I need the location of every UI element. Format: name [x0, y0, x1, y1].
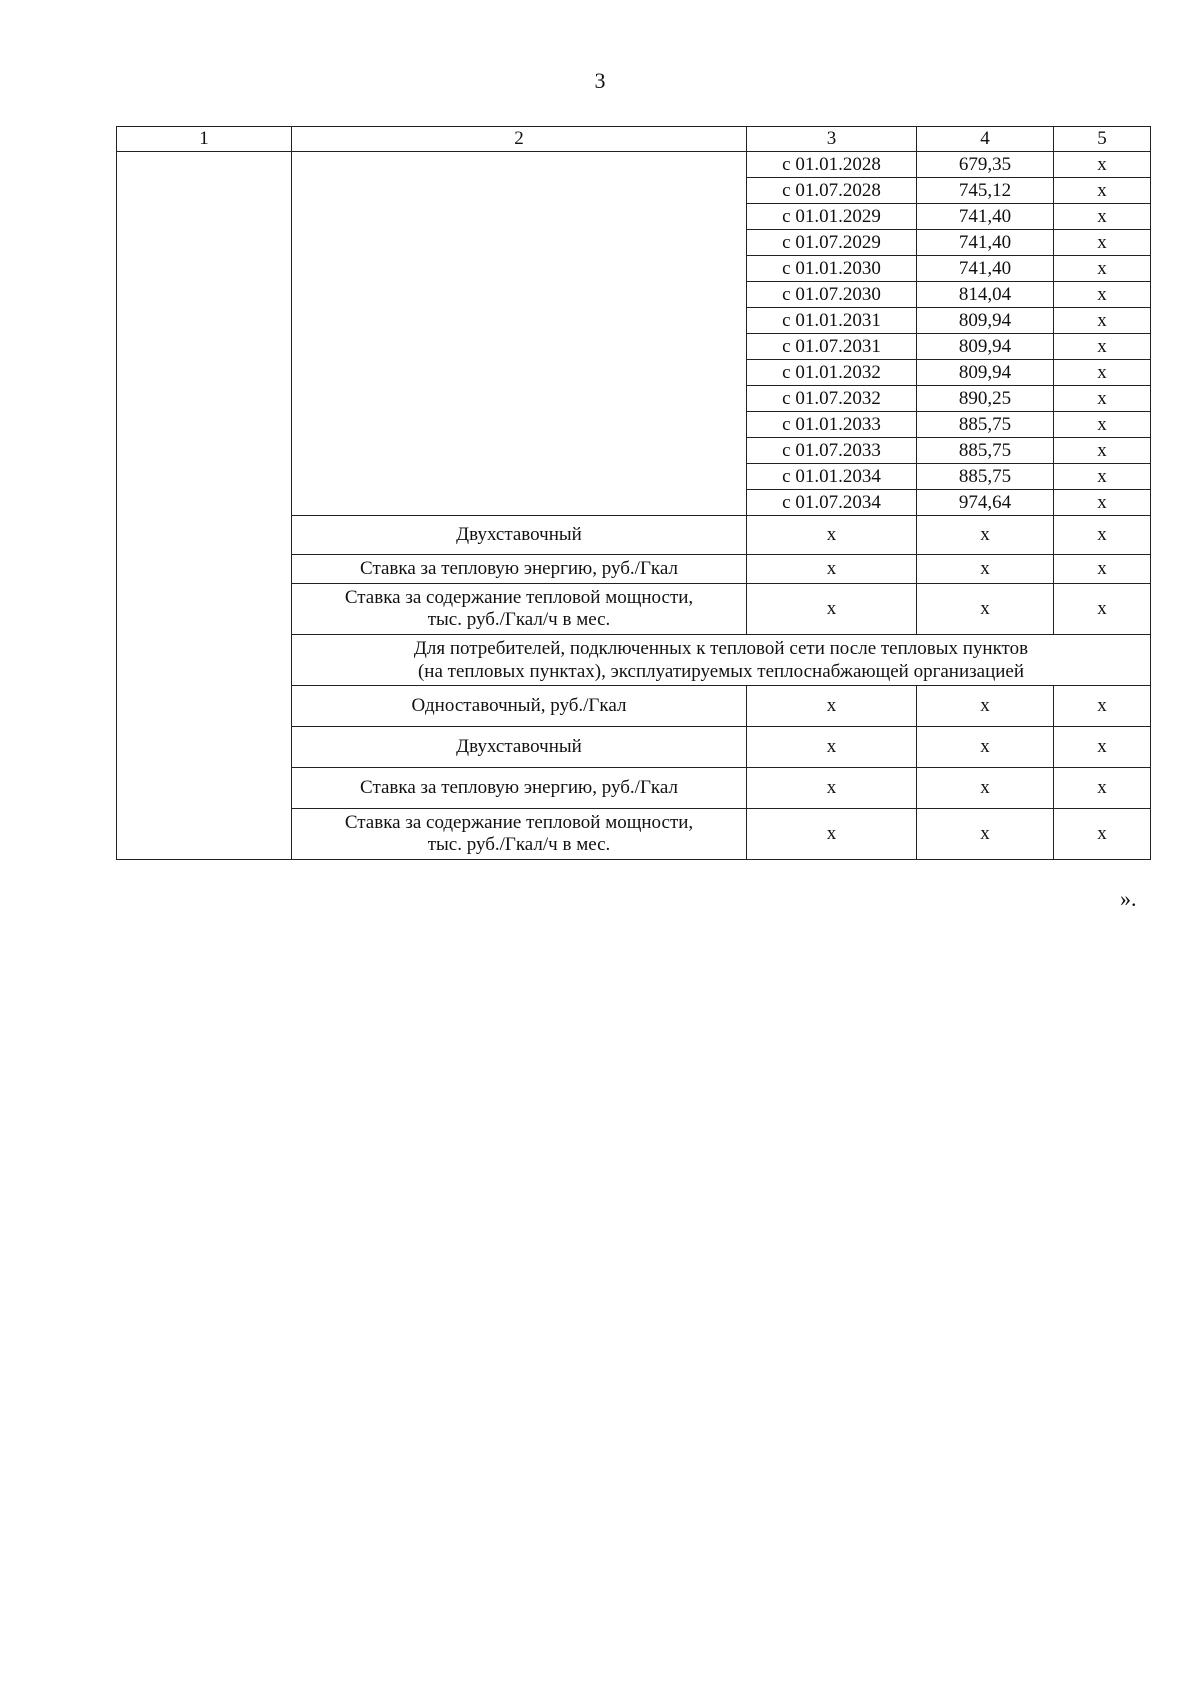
- col5-cell: x: [1054, 768, 1151, 809]
- col3-cell: x: [747, 584, 917, 635]
- col5-cell: x: [1054, 360, 1151, 386]
- value-cell: 814,04: [917, 282, 1054, 308]
- col3-cell: x: [747, 809, 917, 860]
- value-cell: 809,94: [917, 308, 1054, 334]
- column-1-merged-cell: [117, 152, 292, 860]
- header-cell-4: 4: [917, 127, 1054, 152]
- tariff-label: Двухставочный: [292, 516, 747, 555]
- col3-cell: x: [747, 686, 917, 727]
- col5-cell: x: [1054, 178, 1151, 204]
- value-cell: 741,40: [917, 256, 1054, 282]
- period-cell: с 01.07.2029: [747, 230, 917, 256]
- value-cell: 745,12: [917, 178, 1054, 204]
- col5-cell: x: [1054, 412, 1151, 438]
- closing-quote-mark: ».: [1120, 886, 1137, 911]
- value-cell: 679,35: [917, 152, 1054, 178]
- col4-cell: x: [917, 727, 1054, 768]
- col4-cell: x: [917, 516, 1054, 555]
- tariff-label: Ставка за тепловую энергию, руб./Гкал: [292, 768, 747, 809]
- col3-cell: x: [747, 555, 917, 584]
- tariff-label: Одноставочный, руб./Гкал: [292, 686, 747, 727]
- col4-cell: x: [917, 768, 1054, 809]
- col5-cell: x: [1054, 152, 1151, 178]
- col5-cell: x: [1054, 204, 1151, 230]
- col4-cell: x: [917, 584, 1054, 635]
- tariff-label-line: тыс. руб./Гкал/ч в мес.: [427, 834, 611, 855]
- tariff-label-line: тыс. руб./Гкал/ч в мес.: [427, 609, 611, 630]
- tariff-label: [292, 584, 747, 635]
- col5-cell: x: [1054, 282, 1151, 308]
- period-cell: с 01.07.2030: [747, 282, 917, 308]
- col5-cell: x: [1054, 438, 1151, 464]
- col3-cell: x: [747, 768, 917, 809]
- col4-cell: x: [917, 555, 1054, 584]
- table-row: [117, 152, 1151, 178]
- col3-cell: x: [747, 727, 917, 768]
- value-cell: 885,75: [917, 464, 1054, 490]
- period-cell: с 01.07.2028: [747, 178, 917, 204]
- period-cell: с 01.01.2029: [747, 204, 917, 230]
- col4-cell: x: [917, 809, 1054, 860]
- tariff-label: [292, 809, 747, 860]
- period-cell: с 01.07.2031: [747, 334, 917, 360]
- value-cell: 974,64: [917, 490, 1054, 516]
- value-cell: 890,25: [917, 386, 1054, 412]
- col5-cell: x: [1054, 686, 1151, 727]
- col5-cell: x: [1054, 386, 1151, 412]
- table-header-row: [117, 127, 1151, 152]
- col5-cell: x: [1054, 809, 1151, 860]
- period-cell: с 01.01.2032: [747, 360, 917, 386]
- column-2-merged-cell: [292, 152, 747, 516]
- period-cell: с 01.01.2028: [747, 152, 917, 178]
- tariff-label-line: Ставка за содержание тепловой мощности,: [344, 812, 694, 833]
- col5-cell: x: [1054, 308, 1151, 334]
- col5-cell: x: [1054, 334, 1151, 360]
- col3-cell: x: [747, 516, 917, 555]
- tariff-table: [116, 126, 1151, 860]
- tariff-label: Ставка за тепловую энергию, руб./Гкал: [292, 555, 747, 584]
- value-cell: 741,40: [917, 204, 1054, 230]
- subheader-line: Для потребителей, подключенных к тепловой сети после тепловых пунктов: [413, 638, 1029, 659]
- value-cell: 885,75: [917, 412, 1054, 438]
- value-cell: 809,94: [917, 334, 1054, 360]
- period-cell: с 01.07.2033: [747, 438, 917, 464]
- header-cell-5: 5: [1054, 127, 1151, 152]
- col5-cell: x: [1054, 555, 1151, 584]
- value-cell: 809,94: [917, 360, 1054, 386]
- header-cell-2: 2: [292, 127, 747, 152]
- period-cell: с 01.01.2030: [747, 256, 917, 282]
- header-cell-1: 1: [117, 127, 292, 152]
- period-cell: с 01.07.2034: [747, 490, 917, 516]
- header-cell-3: 3: [747, 127, 917, 152]
- consumer-group-subheader: [292, 635, 1151, 686]
- period-cell: с 01.01.2031: [747, 308, 917, 334]
- col5-cell: x: [1054, 230, 1151, 256]
- tariff-label: Двухставочный: [292, 727, 747, 768]
- col5-cell: x: [1054, 490, 1151, 516]
- period-cell: с 01.07.2032: [747, 386, 917, 412]
- col4-cell: x: [917, 686, 1054, 727]
- period-cell: с 01.01.2033: [747, 412, 917, 438]
- period-cell: с 01.01.2034: [747, 464, 917, 490]
- tariff-label-line: Ставка за содержание тепловой мощности,: [344, 587, 694, 608]
- col5-cell: x: [1054, 584, 1151, 635]
- subheader-line: (на тепловых пунктах), эксплуатируемых теплоснабжающей организацией: [417, 661, 1025, 682]
- value-cell: 885,75: [917, 438, 1054, 464]
- col5-cell: x: [1054, 516, 1151, 555]
- col5-cell: x: [1054, 464, 1151, 490]
- col5-cell: x: [1054, 256, 1151, 282]
- page-number: 3: [594, 68, 606, 93]
- value-cell: 741,40: [917, 230, 1054, 256]
- col5-cell: x: [1054, 727, 1151, 768]
